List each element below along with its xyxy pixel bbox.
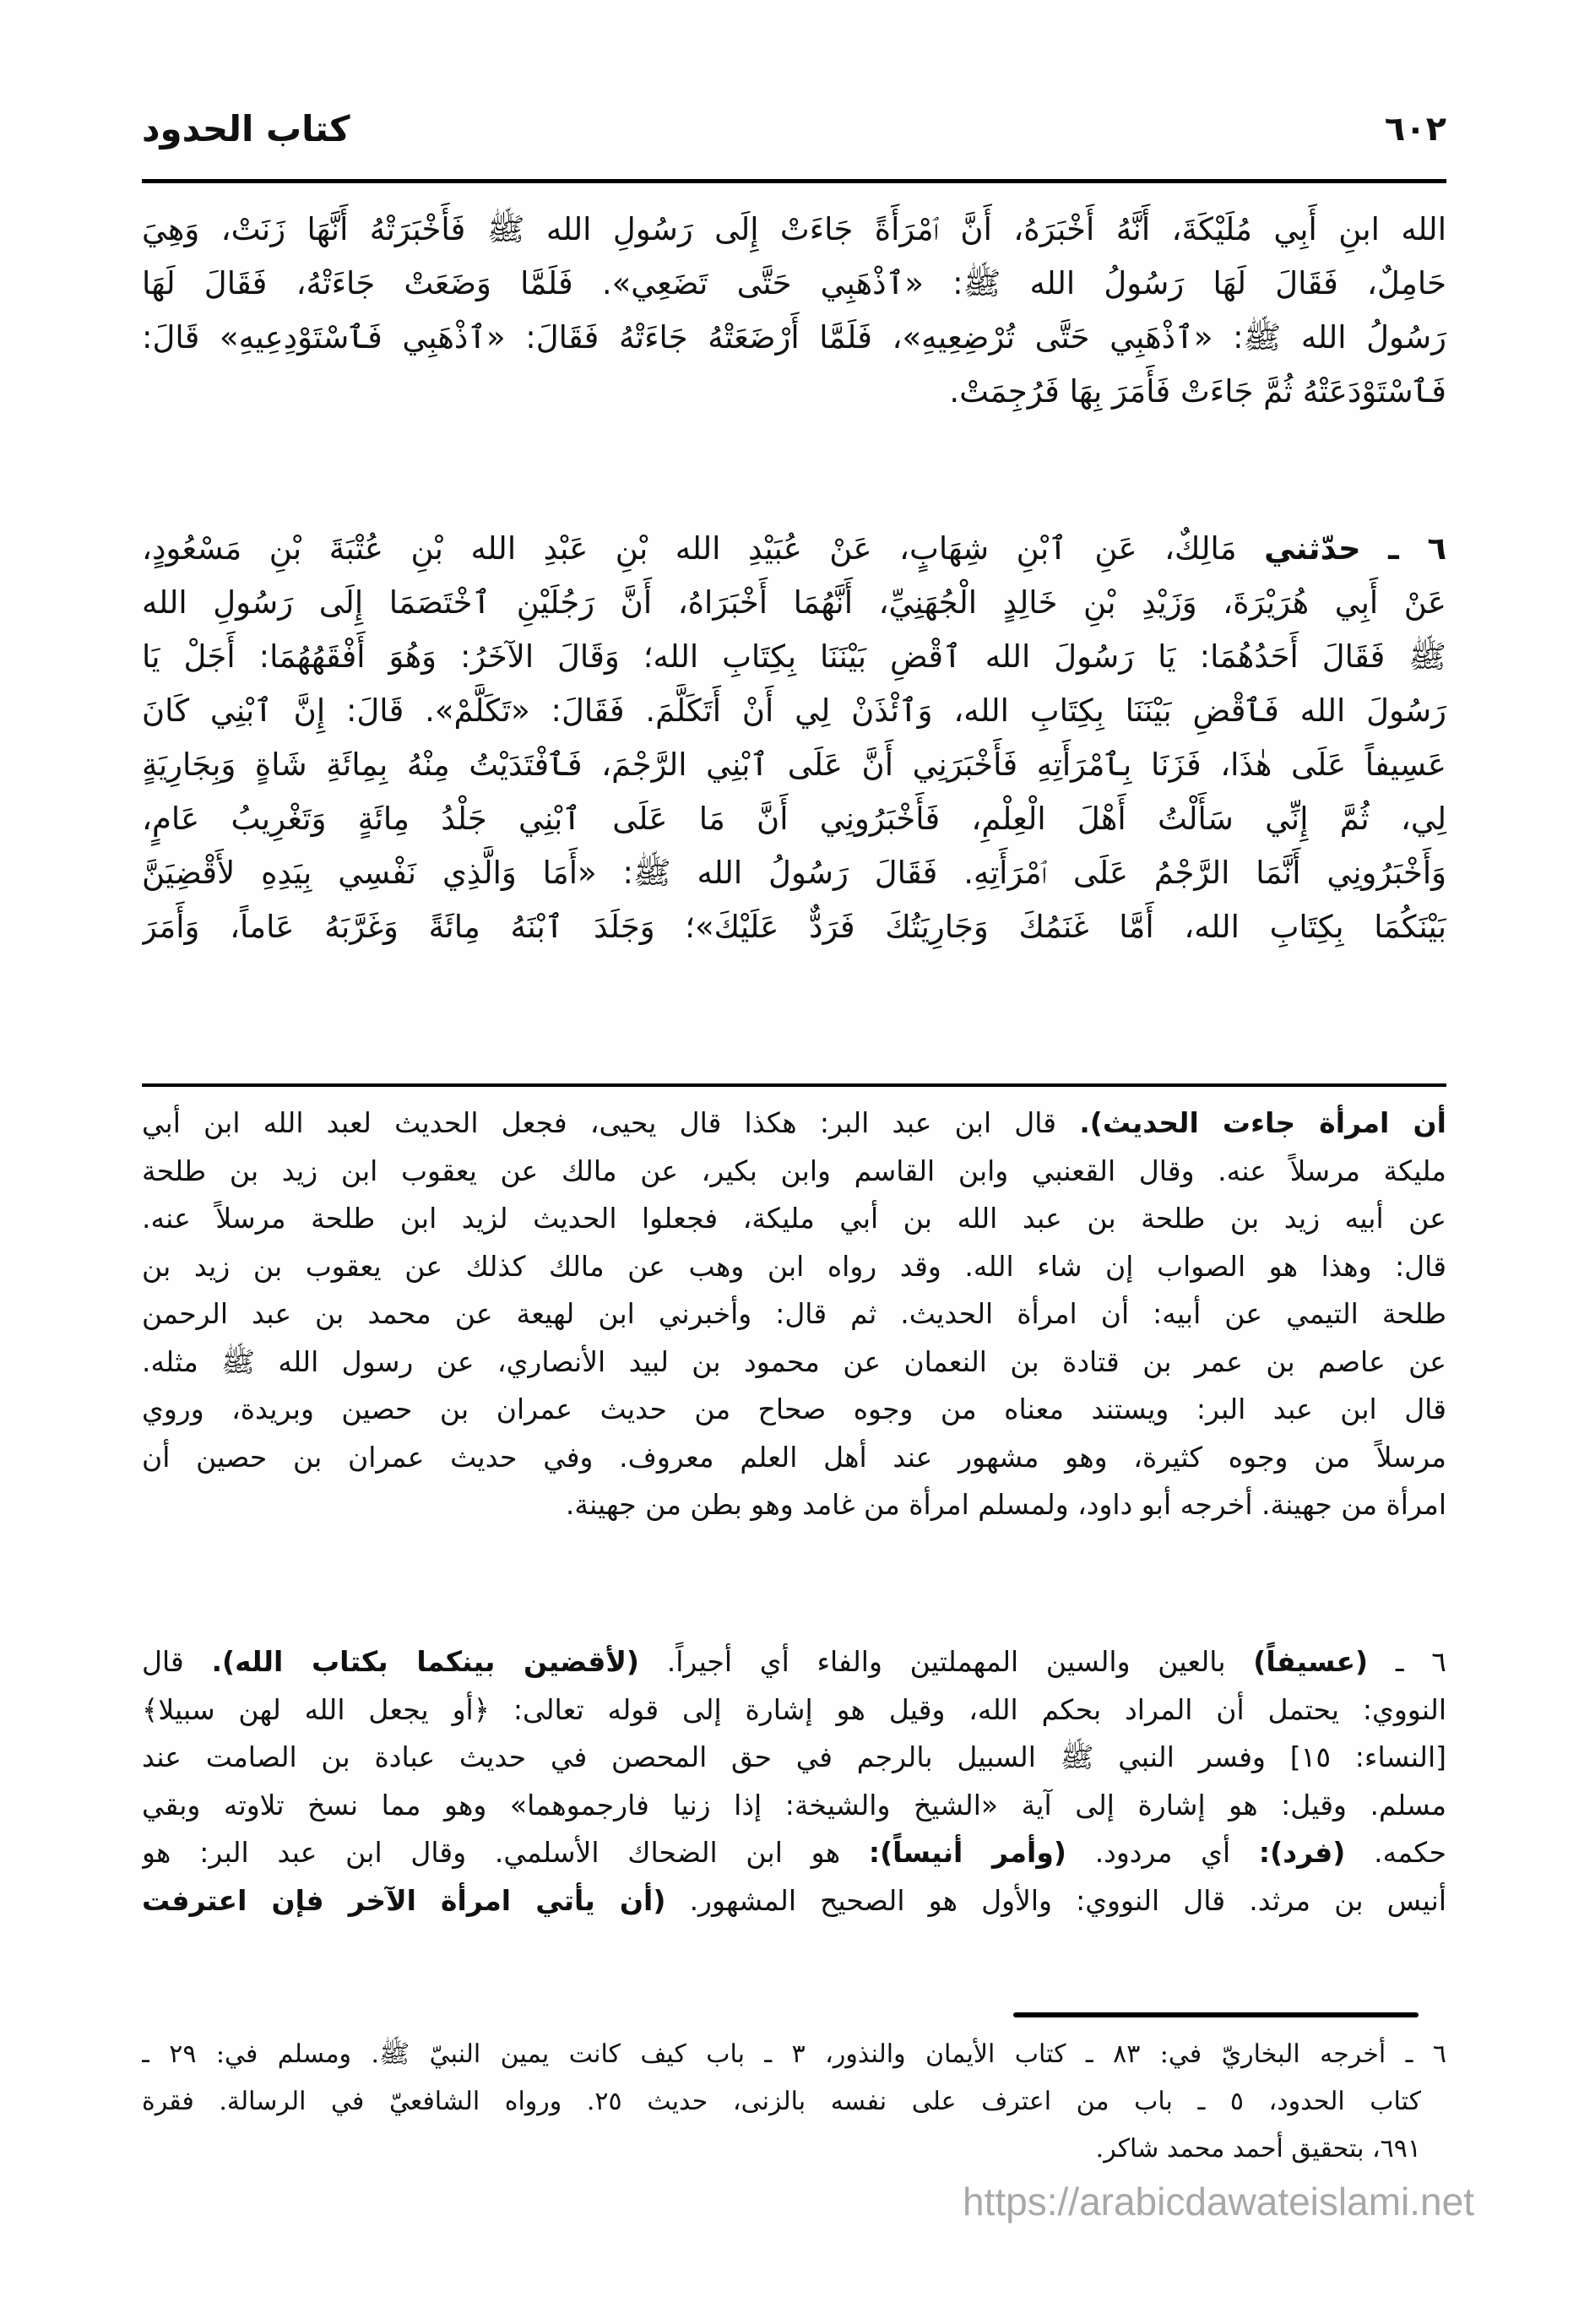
- text-line: النووي: يحتمل أن المراد بحكم الله، وقيل هو إشارة إلى قوله تعالى: ﴿أو يجعل الله لهن سبيلا﴾: [142, 1692, 1446, 1726]
- text-line: [142, 1877, 1446, 1925]
- hadith-lead-word: حدّثني: [1264, 530, 1361, 567]
- commentary-note-6: [142, 1638, 1446, 1925]
- text-line: وَأَخْبَرُونِي أَنَّمَا الرَّجْمُ عَلَى ٱمْرَأَتِهِ. فَقَالَ رَسُولُ الله ﷺ: «أَمَا وَالَّذِي نَفْسِي بِيَدِهِ لأَقْضِيَنَّ: [142, 855, 1446, 891]
- hadith-6-first-line: [142, 522, 1446, 576]
- note-number: ٦ ـ: [1395, 1645, 1446, 1678]
- watermark-url: https://arabicdawateislami.net: [963, 2180, 1474, 2224]
- text-line: مليكة مرسلاً عنه. وقال القعنبي وابن القاسم وابن بكير، عن مالك عن يعقوب ابن زيد بن طلحة: [142, 1154, 1446, 1187]
- header-rule: [142, 179, 1446, 183]
- commentary-text: قال ابن عبد البر: هكذا قال يحيى، فجعل الحديث لعبد الله ابن أبي: [142, 1106, 1057, 1139]
- text-line: فَٱسْتَوْدَعَتْهُ ثُمَّ جَاءَتْ فَأَمَرَ بِهَا فَرُجِمَتْ.: [949, 373, 1446, 410]
- page-header: [142, 103, 1446, 171]
- footnotes: [142, 2031, 1446, 2173]
- text-line: رَسُولُ الله ﷺ: «ٱذْهَبِي حَتَّى تُرْضِعِيهِ»، فَلَمَّا أَرْضَعَتْهُ جَاءَتْهُ فَقَالَ: «ٱذْهَبِي فَٱسْتَوْدِعِيهِ» قَالَ:: [142, 319, 1446, 356]
- text-line: مسلم. وقيل: هو إشارة إلى آية «الشيخ والشيخة: إذا زنيا فارجموهما» وهو مما نسخ تلاوته وبقي: [142, 1788, 1446, 1822]
- text-line: بَيْنَكُمَا بِكِتَابِ الله، أَمَّا غَنَمُكَ وَجَارِيَتُكَ فَرَدٌّ عَلَيْكَ»؛ وَجَلَدَ ٱبْنَهُ مِائَةً وَغَرَّبَهُ عَاماً، وَأَمَرَ: [142, 909, 1446, 945]
- footnote-line: ٦ ـ أخرجه البخاريّ في: ٨٣ ـ كتاب الأيمان والنذور، ٣ ـ باب كيف كانت يمين النبيّ ﷺ. ومسلم في: ٢٩ ـ: [142, 2039, 1446, 2069]
- text-line: عن أبيه زيد بن طلحة بن عبد الله بن أبي مليكة، فجعلوا الحديث لزيد ابن طلحة مرسلاً عنه.: [142, 1202, 1446, 1235]
- commentary: [142, 1100, 1446, 1529]
- text-line: قال: وهذا هو الصواب إن شاء الله. وقد رواه ابن وهب عن مالك كذلك عن يعقوب بن زيد بن: [142, 1249, 1446, 1283]
- text-line: الله ابنِ أَبِي مُلَيْكَةَ، أَنَّهُ أَخْبَرَهُ، أَنَّ ٱمْرَأَةً جَاءَتْ إِلَى رَسُولِ الله ﷺ فَأَخْبَرَتْهُ أَنَّهَا زَنَتْ، وَهِيَ: [142, 211, 1446, 247]
- text-line: عن عاصم بن عمر بن قتادة بن النعمان عن محمود بن لبيد الأنصاري، عن رسول الله ﷺ مثله.: [142, 1344, 1446, 1378]
- text-line: عَنْ أَبِي هُرَيْرَةَ، وَزَيْدِ بْنِ خَالِدٍ الْجُهَنِيِّ، أَنَّهُمَا أَخْبَرَاهُ، أَنَّ رَجُلَيْنِ ٱخْتَصَمَا إِلَى رَسُولِ الله: [142, 584, 1446, 621]
- note-first-line: [142, 1638, 1446, 1686]
- hadith-number: ٦ ـ: [1388, 530, 1446, 567]
- footnote-rule: [1013, 2012, 1419, 2017]
- text-line: [142, 1829, 1446, 1877]
- hadith-text: مَالِكٌ، عَنِ ٱبْنِ شِهَابٍ، عَنْ عُبَيْدِ الله بْنِ عَبْدِ الله بْنِ عُتْبَةَ بْنِ مَسْعُودٍ،: [142, 530, 1237, 567]
- term-farad: (فرد):: [1258, 1836, 1346, 1869]
- term-asifan: (عسيفاً): [1253, 1645, 1369, 1678]
- text-line: طلحة التيمي عن أبيه: أن امرأة الحديث. ثم قال: وأخبرني ابن لهيعة عن محمد بن عبد الرحمن: [142, 1297, 1446, 1330]
- text-line: ﷺ فَقَالَ أَحَدُهُمَا: يَا رَسُولَ الله ٱقْضِ بَيْنَنَا بِكِتَابِ الله؛ وَقَالَ الآخَرُ: وَهُوَ أَفْقَهُهُمَا: أَجَلْ يَا: [142, 638, 1446, 675]
- commentary-first-line: [142, 1100, 1446, 1148]
- text-line: عَسِيفاً عَلَى هٰذَا، فَزَنَا بِٱمْرَأَتِهِ فَأَخْبَرَنِي أَنَّ عَلَى ٱبْنِي الرَّجْمَ، فَٱفْتَدَيْتُ مِنْهُ بِمِائَةِ شَاةٍ وَبِجَارِيَةٍ: [142, 747, 1446, 783]
- note-text: أي مردود.: [1094, 1836, 1231, 1869]
- commentary-lead: أن امرأة جاءت الحديث).: [1079, 1106, 1446, 1139]
- term-yati: (أن يأتي امرأة الآخر فإن اعترفت: [142, 1883, 666, 1917]
- note-text: أنيس بن مرثد. قال النووي: والأول هو الصحيح المشهور.: [689, 1883, 1446, 1917]
- main-text: [142, 203, 1446, 419]
- text-line: رَسُولَ الله فَٱقْضِ بَيْنَنَا بِكِتَابِ الله، وَٱئْذَنْ لِي أَنْ أَتَكَلَّمَ. فَقَالَ: «تَكَلَّمْ». قَالَ: إِنَّ ٱبْنِي كَانَ: [142, 692, 1446, 729]
- note-text: قال: [142, 1645, 184, 1678]
- note-text: هو ابن الضحاك الأسلمي. وقال ابن عبد البر: هو: [142, 1836, 841, 1869]
- footnote-line: كتاب الحدود، ٥ ـ باب من اعترف على نفسه بالزنى، حديث ٢٥. ورواه الشافعيّ في الرسالة. فقرة: [142, 2087, 1421, 2116]
- term-unais: (وأمر أنيساً):: [868, 1836, 1066, 1869]
- text-line: حَامِلٌ، فَقَالَ لَهَا رَسُولُ الله ﷺ: «ٱذْهَبِي حَتَّى تَضَعِي». فَلَمَّا وَضَعَتْ جَاءَتْهُ، فَقَالَ لَهَا: [142, 265, 1446, 301]
- text-line: لِي، ثُمَّ إِنِّي سَأَلْتُ أَهْلَ الْعِلْمِ، فَأَخْبَرُونِي أَنَّ مَا عَلَى ٱبْنِي جَلْدُ مِائَةٍ وَتَغْرِيبُ عَامٍ،: [142, 801, 1446, 837]
- text-line: [النساء: ١٥] وفسر النبي ﷺ السبيل بالرجم في حق المحصن في حديث عبادة بن الصامت عند: [142, 1740, 1446, 1773]
- running-title: كتاب الحدود: [142, 108, 350, 149]
- hadith-6: [142, 522, 1446, 954]
- text-line: قال ابن عبد البر: ويستند معناه من وجوه صحاح من حديث عمران بن حصين وبريدة، وروي: [142, 1393, 1446, 1425]
- text-line: مرسلاً من وجوه كثيرة، وهو مشهور عند أهل العلم معروف. وفي حديث عمران بن حصين أن: [142, 1440, 1446, 1474]
- note-text: حكمه.: [1374, 1836, 1446, 1869]
- text-line: امرأة من جهينة. أخرجه أبو داود، ولمسلم امرأة من غامد وهو بطن من جهينة.: [565, 1488, 1446, 1521]
- page-number: ٦٠٢: [1384, 110, 1446, 149]
- note-text: بالعين والسين المهملتين والفاء أي أجيراً.: [666, 1645, 1226, 1678]
- commentary-rule: [142, 1083, 1446, 1087]
- term-laqdiyanna: (لأقضين بينكما بكتاب الله).: [211, 1645, 639, 1678]
- footnote-line: ٦٩١، بتحقيق أحمد محمد شاكر.: [1095, 2134, 1421, 2164]
